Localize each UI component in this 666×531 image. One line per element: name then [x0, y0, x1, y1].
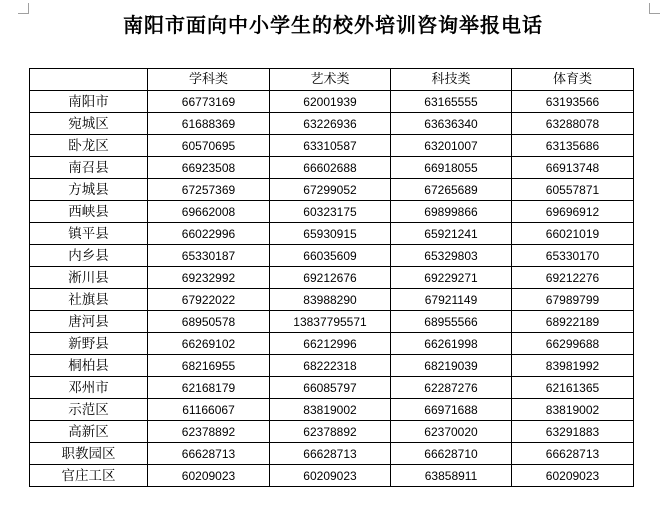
table-row: [30, 311, 634, 333]
technology-phone-cell: 63201007: [391, 135, 512, 157]
technology-phone-cell: 69229271: [391, 267, 512, 289]
academic-phone-cell: 68216955: [148, 355, 270, 377]
region-cell: 高新区: [30, 421, 148, 443]
academic-phone-cell: 62168179: [148, 377, 270, 399]
arts-phone-cell: 69212676: [270, 267, 391, 289]
table-row: [30, 91, 634, 113]
sports-phone-cell: 66628713: [512, 443, 634, 465]
academic-phone-cell: 60570695: [148, 135, 270, 157]
academic-phone-cell: 66269102: [148, 333, 270, 355]
academic-phone-cell: 67922022: [148, 289, 270, 311]
academic-phone-cell: 65330187: [148, 245, 270, 267]
technology-phone-cell: 68955566: [391, 311, 512, 333]
sports-phone-cell: 60209023: [512, 465, 634, 487]
arts-phone-cell: 66035609: [270, 245, 391, 267]
region-cell: 邓州市: [30, 377, 148, 399]
region-cell: 南召县: [30, 157, 148, 179]
technology-phone-cell: 66261998: [391, 333, 512, 355]
sports-phone-cell: 67989799: [512, 289, 634, 311]
hotline-table-container: [29, 68, 633, 487]
table-row: [30, 443, 634, 465]
header-cell-arts: 艺术类: [270, 69, 391, 91]
table-body: [30, 91, 634, 487]
table-row: [30, 465, 634, 487]
arts-phone-cell: 66212996: [270, 333, 391, 355]
hotline-table: [29, 68, 634, 487]
technology-phone-cell: 68219039: [391, 355, 512, 377]
table-row: [30, 223, 634, 245]
academic-phone-cell: 66022996: [148, 223, 270, 245]
table-row: [30, 289, 634, 311]
sports-phone-cell: 83981992: [512, 355, 634, 377]
sports-phone-cell: 62161365: [512, 377, 634, 399]
sports-phone-cell: 69696912: [512, 201, 634, 223]
sports-phone-cell: 63288078: [512, 113, 634, 135]
academic-phone-cell: 67257369: [148, 179, 270, 201]
technology-phone-cell: 63858911: [391, 465, 512, 487]
academic-phone-cell: 69662008: [148, 201, 270, 223]
region-cell: 唐河县: [30, 311, 148, 333]
arts-phone-cell: 62001939: [270, 91, 391, 113]
region-cell: 南阳市: [30, 91, 148, 113]
sports-phone-cell: 69212276: [512, 267, 634, 289]
table-row: [30, 179, 634, 201]
table-row: [30, 377, 634, 399]
technology-phone-cell: 67265689: [391, 179, 512, 201]
technology-phone-cell: 67921149: [391, 289, 512, 311]
header-cell-sports: 体育类: [512, 69, 634, 91]
technology-phone-cell: 63636340: [391, 113, 512, 135]
technology-phone-cell: 66918055: [391, 157, 512, 179]
academic-phone-cell: 69232992: [148, 267, 270, 289]
table-row: [30, 355, 634, 377]
arts-phone-cell: 83988290: [270, 289, 391, 311]
table-row: [30, 245, 634, 267]
academic-phone-cell: 66628713: [148, 443, 270, 465]
arts-phone-cell: 83819002: [270, 399, 391, 421]
technology-phone-cell: 65329803: [391, 245, 512, 267]
region-cell: 新野县: [30, 333, 148, 355]
academic-phone-cell: 66773169: [148, 91, 270, 113]
technology-phone-cell: 69899866: [391, 201, 512, 223]
technology-phone-cell: 63165555: [391, 91, 512, 113]
arts-phone-cell: 60323175: [270, 201, 391, 223]
sports-phone-cell: 63193566: [512, 91, 634, 113]
region-cell: 官庄工区: [30, 465, 148, 487]
table-row: [30, 157, 634, 179]
arts-phone-cell: 13837795571: [270, 311, 391, 333]
sports-phone-cell: 66913748: [512, 157, 634, 179]
region-cell: 西峡县: [30, 201, 148, 223]
table-row: [30, 135, 634, 157]
region-cell: 卧龙区: [30, 135, 148, 157]
arts-phone-cell: 63226936: [270, 113, 391, 135]
sports-phone-cell: 63291883: [512, 421, 634, 443]
sports-phone-cell: 60557871: [512, 179, 634, 201]
table-row: [30, 333, 634, 355]
table-row: [30, 113, 634, 135]
arts-phone-cell: 66602688: [270, 157, 391, 179]
technology-phone-cell: 62370020: [391, 421, 512, 443]
table-row: [30, 201, 634, 223]
region-cell: 桐柏县: [30, 355, 148, 377]
region-cell: 示范区: [30, 399, 148, 421]
arts-phone-cell: 68222318: [270, 355, 391, 377]
technology-phone-cell: 66628710: [391, 443, 512, 465]
arts-phone-cell: 67299052: [270, 179, 391, 201]
academic-phone-cell: 68950578: [148, 311, 270, 333]
header-cell-region: [30, 69, 148, 91]
arts-phone-cell: 65930915: [270, 223, 391, 245]
document-title: 南阳市面向中小学生的校外培训咨询举报电话: [123, 13, 543, 37]
academic-phone-cell: 61688369: [148, 113, 270, 135]
technology-phone-cell: 65921241: [391, 223, 512, 245]
arts-phone-cell: 62378892: [270, 421, 391, 443]
region-cell: 镇平县: [30, 223, 148, 245]
table-row: [30, 421, 634, 443]
academic-phone-cell: 66923508: [148, 157, 270, 179]
header-cell-academic: 学科类: [148, 69, 270, 91]
region-cell: 淅川县: [30, 267, 148, 289]
arts-phone-cell: 66628713: [270, 443, 391, 465]
technology-phone-cell: 66971688: [391, 399, 512, 421]
sports-phone-cell: 83819002: [512, 399, 634, 421]
technology-phone-cell: 62287276: [391, 377, 512, 399]
academic-phone-cell: 60209023: [148, 465, 270, 487]
sports-phone-cell: 66299688: [512, 333, 634, 355]
region-cell: 方城县: [30, 179, 148, 201]
academic-phone-cell: 62378892: [148, 421, 270, 443]
region-cell: 内乡县: [30, 245, 148, 267]
table-row: [30, 399, 634, 421]
sports-phone-cell: 63135686: [512, 135, 634, 157]
region-cell: 宛城区: [30, 113, 148, 135]
academic-phone-cell: 61166067: [148, 399, 270, 421]
region-cell: 职教园区: [30, 443, 148, 465]
arts-phone-cell: 66085797: [270, 377, 391, 399]
table-header-row: [30, 69, 634, 91]
sports-phone-cell: 68922189: [512, 311, 634, 333]
table-row: [30, 267, 634, 289]
sports-phone-cell: 65330170: [512, 245, 634, 267]
region-cell: 社旗县: [30, 289, 148, 311]
arts-phone-cell: 63310587: [270, 135, 391, 157]
sports-phone-cell: 66021019: [512, 223, 634, 245]
header-cell-technology: 科技类: [391, 69, 512, 91]
arts-phone-cell: 60209023: [270, 465, 391, 487]
